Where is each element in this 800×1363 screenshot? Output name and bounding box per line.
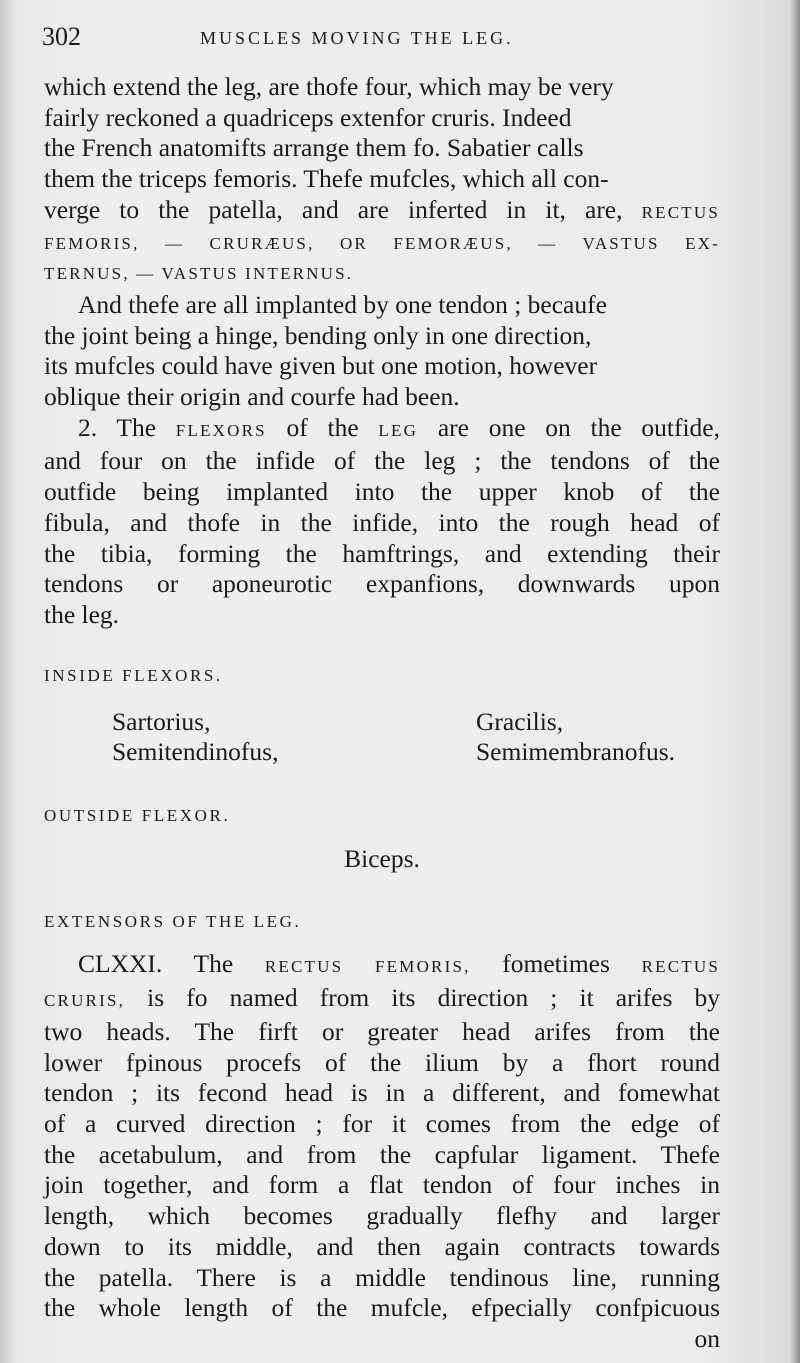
paragraph-3 <box>44 413 720 631</box>
outside-flexor-section <box>44 801 720 874</box>
text-line: its mufcles could have given but one motion, however <box>44 351 598 381</box>
text-line: them the triceps femoris. Thefe mufcles, which all con- <box>44 164 609 194</box>
paragraph-1 <box>44 72 720 290</box>
text-line: down to its middle, and then again contracts towards <box>44 1231 720 1261</box>
section-heading: INSIDE FLEXORS. <box>44 665 223 685</box>
paragraph-2 <box>44 290 720 413</box>
text-line: lower fpinous procefs of the ilium by a fhort round <box>44 1047 720 1077</box>
text-line: the acetabulum, and from the capfular ligament. Thefe <box>44 1139 720 1169</box>
small-caps-run: CRURIS, <box>44 991 126 1011</box>
small-caps-line: TERNUS, — VASTUS INTERNUS. <box>44 264 354 284</box>
list-item: Sartorius, <box>112 707 211 737</box>
text-line: outfide being implanted into the upper knob of the <box>44 477 720 507</box>
paragraph-4 <box>44 949 720 1354</box>
small-caps-run: LEG <box>378 420 419 440</box>
text-line: oblique their origin and courfe had been. <box>44 382 460 412</box>
small-caps-run: RECTUS <box>641 202 720 222</box>
text-line: fairly reckoned a quadriceps extenfor cruris. Indeed <box>44 102 572 132</box>
text-line <box>44 983 720 1017</box>
extensors-section <box>44 907 720 938</box>
page-header <box>42 22 720 56</box>
text-line <box>44 949 720 983</box>
text-line: the patella. There is a middle tendinous line, running <box>44 1262 720 1292</box>
text-line: length, which becomes gradually flefhy and larger <box>44 1201 720 1231</box>
text-line: the French anatomifts arrange them fo. Sabatier calls <box>44 133 584 163</box>
text-run: are one on the outfide, <box>418 412 721 442</box>
body-text <box>44 72 720 1355</box>
small-caps-run: RECTUS FEMORIS, <box>264 957 471 977</box>
list-item: Semimembranofus. <box>476 737 676 767</box>
text-line: and four on the infide of the leg ; the tendons of the <box>44 446 720 476</box>
text-line: of a curved direction ; for it comes from the edge of <box>44 1108 720 1138</box>
list-item: Biceps. <box>344 844 420 874</box>
text-line: the tibia, forming the hamftrings, and extending their <box>44 538 720 568</box>
small-caps-run: FLEXORS <box>175 420 267 440</box>
catchword: on <box>694 1323 720 1353</box>
text-run: is fo named from its direction ; it arifes by <box>125 983 720 1013</box>
section-heading: EXTENSORS OF THE LEG. <box>44 911 302 931</box>
text-line: the joint being a hinge, bending only in one direction, <box>44 320 592 350</box>
muscle-list <box>44 707 720 767</box>
text-line: the leg. <box>44 599 120 629</box>
text-line: And thefe are all implanted by one tendon ; becaufe <box>78 289 607 319</box>
text-run: verge to the patella, and are inferted in it, are, <box>44 194 642 224</box>
text-line: join together, and form a flat tendon of four inches in <box>44 1170 720 1200</box>
list-item: Semitendinofus, <box>112 737 279 767</box>
text-line <box>44 195 720 229</box>
text-line: which extend the leg, are thofe four, which may be very <box>44 72 614 101</box>
running-head: MUSCLES MOVING THE LEG. <box>200 28 514 48</box>
text-run: CLXXI. The <box>78 949 265 979</box>
text-run: 2. The <box>78 412 176 442</box>
text-line: two heads. The firft or greater head arifes from the <box>44 1016 720 1046</box>
inside-flexors-section <box>44 661 720 768</box>
text-line: tendons or aponeurotic expanfions, downwards upon <box>44 569 720 599</box>
small-caps-line: FEMORIS, — CRURÆUS, OR FEMORÆUS, — VASTUS EX- <box>44 233 720 253</box>
small-caps-run: RECTUS <box>641 957 721 977</box>
page-number: 302 <box>42 22 81 51</box>
section-heading: OUTSIDE FLEXOR. <box>44 806 231 826</box>
text-line: the whole length of the mufcle, efpecially confpicuous <box>44 1293 720 1323</box>
text-line <box>44 413 720 447</box>
text-line: fibula, and thofe in the infide, into the rough head of <box>44 507 720 537</box>
text-run: of the <box>266 412 379 442</box>
list-item: Gracilis, <box>476 707 564 737</box>
text-line: tendon ; its fecond head is in a different, and fomewhat <box>44 1078 720 1108</box>
text-run: fometimes <box>470 949 642 979</box>
